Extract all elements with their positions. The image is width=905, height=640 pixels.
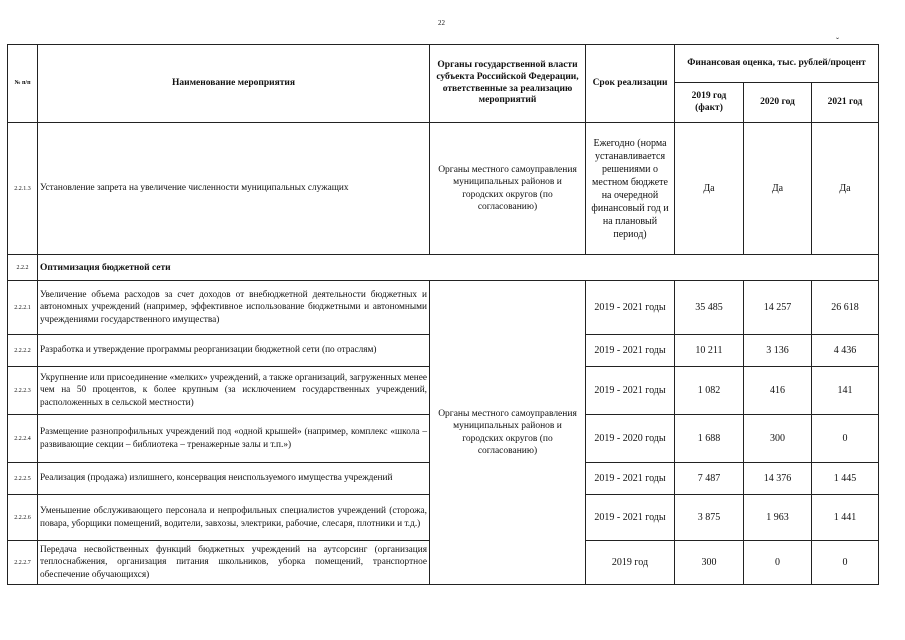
row-name: Увеличение объема расходов за счет доходов от внебюджетной деятельности бюджетных и автономных учреждений (например, эффективное использование бюджетными и автономными учреждениями государственного имущества) bbox=[38, 281, 430, 335]
row-name: Реализация (продажа) излишнего, консервация неиспользуемого имущества учреждений bbox=[38, 463, 430, 495]
row-num: 2.2.2.2 bbox=[8, 335, 38, 367]
row-2020: 300 bbox=[744, 415, 812, 463]
row-name: Укрупнение или присоединение «мелких» учреждений, а также организаций, загруженных менее чем на 50 процентов, к более крупным (за исключением государственных учреждений, расположенных в сельской местности) bbox=[38, 367, 430, 415]
header-num: № п/п bbox=[8, 45, 38, 123]
row-2021: 0 bbox=[812, 541, 879, 585]
row-2019: 1 688 bbox=[675, 415, 744, 463]
group-org: Органы местного самоуправления муниципальных районов и городских округов (по согласованию) bbox=[430, 281, 586, 585]
row-num: 2.2.2.5 bbox=[8, 463, 38, 495]
row-num: 2.2.2.3 bbox=[8, 367, 38, 415]
row-term: 2019 - 2021 годы bbox=[586, 335, 675, 367]
row-term: 2019 - 2021 годы bbox=[586, 463, 675, 495]
row-2021: 26 618 bbox=[812, 281, 879, 335]
header-finance: Финансовая оценка, тыс. рублей/процент bbox=[675, 45, 879, 83]
row-num: 2.2.2.6 bbox=[8, 495, 38, 541]
page-number: 22 bbox=[438, 19, 445, 27]
row-2019: Да bbox=[675, 123, 744, 255]
row-2021: Да bbox=[812, 123, 879, 255]
section-num: 2.2.2 bbox=[8, 255, 38, 281]
header-2019: 2019 год (факт) bbox=[675, 83, 744, 123]
row-term: 2019 - 2021 годы bbox=[586, 367, 675, 415]
row-term: 2019 год bbox=[586, 541, 675, 585]
row-2020: 14 257 bbox=[744, 281, 812, 335]
row-term: 2019 - 2021 годы bbox=[586, 281, 675, 335]
row-2019: 1 082 bbox=[675, 367, 744, 415]
row-term: 2019 - 2020 годы bbox=[586, 415, 675, 463]
header-org: Органы государственной власти субъекта Российской Федерации, ответственные за реализацию мероприятий bbox=[430, 45, 586, 123]
header-term: Срок реализации bbox=[586, 45, 675, 123]
row-2021: 4 436 bbox=[812, 335, 879, 367]
row-2020: 0 bbox=[744, 541, 812, 585]
table-row bbox=[8, 281, 879, 335]
row-name: Уменьшение обслуживающего персонала и непрофильных специалистов учреждений (сторожа, повара, уборщики помещений, водители, завхозы, электрики, рабочие, слесаря, плотники и т.д.) bbox=[38, 495, 430, 541]
row-2019: 7 487 bbox=[675, 463, 744, 495]
row-name: Передача несвойственных функций бюджетных учреждений на аутсорсинг (организация теплоснабжения, организация питания школьников, уборка помещений, транспортное обеспечение обучающихся) bbox=[38, 541, 430, 585]
row-2021: 141 bbox=[812, 367, 879, 415]
row-num: 2.2.2.4 bbox=[8, 415, 38, 463]
row-2020: 14 376 bbox=[744, 463, 812, 495]
row-name: Разработка и утверждение программы реорганизации бюджетной сети (по отраслям) bbox=[38, 335, 430, 367]
row-2020: 3 136 bbox=[744, 335, 812, 367]
row-2019: 3 875 bbox=[675, 495, 744, 541]
row-2020: 416 bbox=[744, 367, 812, 415]
row-term: Ежегодно (норма устанавливается решениями о местном бюджете на очередной финансовый год и на плановый период) bbox=[586, 123, 675, 255]
row-name: Размещение разнопрофильных учреждений под «одной крышей» (например, комплекс «школа – развивающие секции – библиотека – тренажерные залы и т.п.») bbox=[38, 415, 430, 463]
row-org: Органы местного самоуправления муниципальных районов и городских округов (по согласованию) bbox=[430, 123, 586, 255]
row-2019: 10 211 bbox=[675, 335, 744, 367]
table-row bbox=[8, 123, 879, 255]
row-num: 2.2.2.7 bbox=[8, 541, 38, 585]
row-num: 2.2.2.1 bbox=[8, 281, 38, 335]
budget-measures-table bbox=[7, 44, 879, 585]
row-2021: 1 441 bbox=[812, 495, 879, 541]
row-2020: Да bbox=[744, 123, 812, 255]
row-2021: 1 445 bbox=[812, 463, 879, 495]
row-2019: 35 485 bbox=[675, 281, 744, 335]
row-2020: 1 963 bbox=[744, 495, 812, 541]
row-name: Установление запрета на увеличение численности муниципальных служащих bbox=[38, 123, 430, 255]
section-title: Оптимизация бюджетной сети bbox=[38, 255, 879, 281]
row-2021: 0 bbox=[812, 415, 879, 463]
header-2021: 2021 год bbox=[812, 83, 879, 123]
header-2020: 2020 год bbox=[744, 83, 812, 123]
section-row bbox=[8, 255, 879, 281]
header-name: Наименование мероприятия bbox=[38, 45, 430, 123]
row-2019: 300 bbox=[675, 541, 744, 585]
row-term: 2019 - 2021 годы bbox=[586, 495, 675, 541]
row-num: 2.2.1.3 bbox=[8, 123, 38, 255]
scan-mark: ˇ bbox=[836, 36, 839, 46]
